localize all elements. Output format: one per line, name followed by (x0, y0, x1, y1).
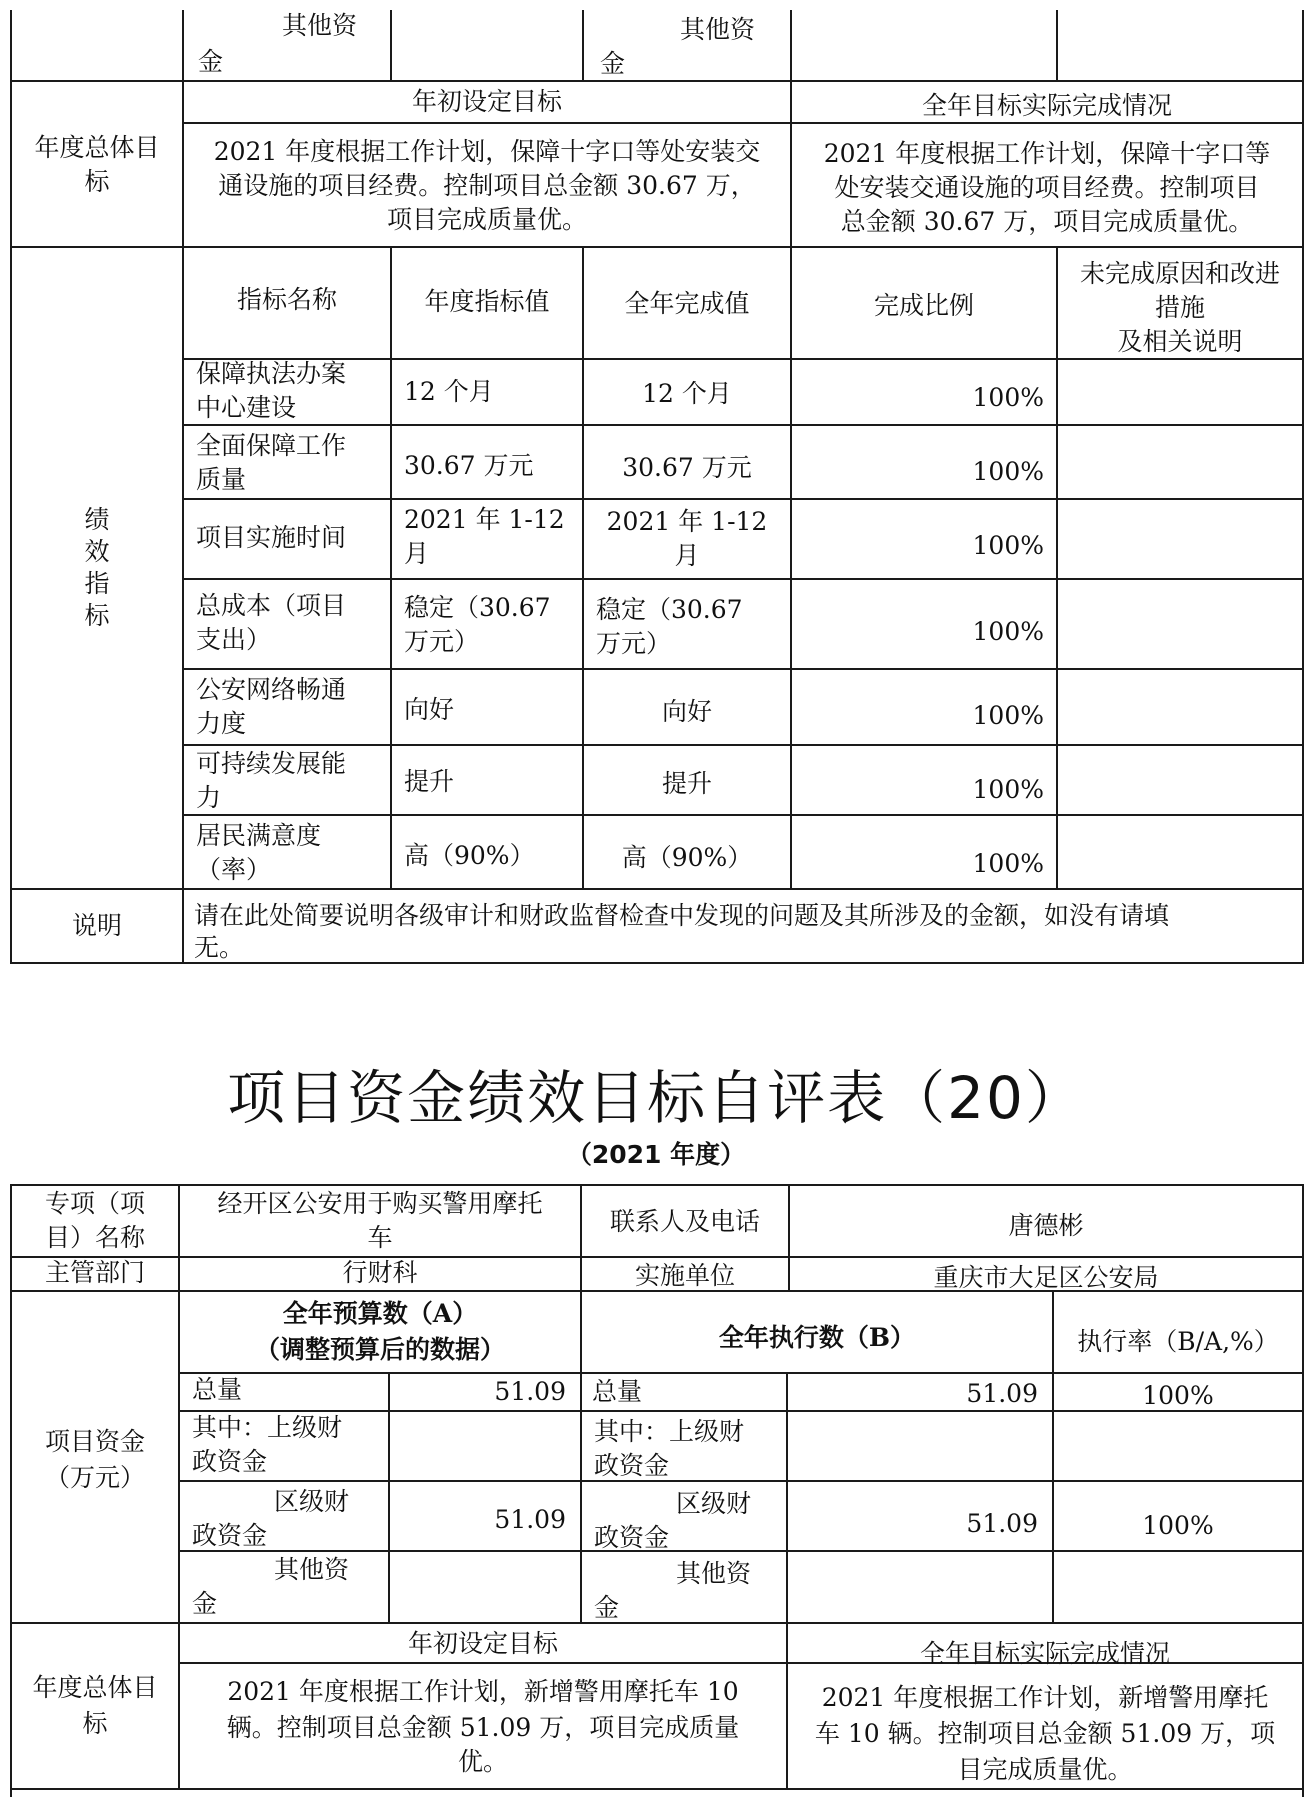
header-name: 指标名称 (236, 285, 337, 314)
row-target: 向好 (404, 695, 455, 724)
initial-goal-text: 优。 (457, 1747, 508, 1776)
funds-label: 项目资金 (44, 1427, 145, 1456)
district-rate: 100% (1142, 1511, 1214, 1540)
funds-label: （万元） (44, 1463, 145, 1492)
total-exec: 51.09 (966, 1379, 1038, 1408)
row-ratio: 100% (972, 849, 1044, 878)
year-subtitle: （2021 年度） (566, 1140, 746, 1169)
superior-label: 政资金 (192, 1447, 268, 1476)
goal-label: 标 (84, 167, 110, 196)
initial-goal-text: 2021 年度根据工作计划，保障十字口等处安装交 (213, 137, 761, 166)
row-actual: 12 个月 (642, 379, 732, 408)
project-label: 专项（项 (44, 1189, 145, 1218)
goal-label: 标 (82, 1709, 108, 1738)
total-label: 总量 (592, 1377, 643, 1406)
goal-label: 年度总体目 (34, 133, 160, 162)
other-funds-label: 金 (594, 1593, 620, 1622)
header-actual: 全年完成值 (624, 289, 750, 318)
row-name: 居民满意度 (196, 821, 322, 850)
row-name: 力 (196, 783, 222, 812)
contact-label: 联系人及电话 (609, 1207, 760, 1236)
header-reason: 措施 (1154, 293, 1205, 322)
row-name: 力度 (196, 709, 247, 738)
superior-label: 政资金 (594, 1451, 670, 1480)
other-funds-label: 金 (600, 49, 626, 78)
row-name: 项目实施时间 (196, 523, 347, 552)
total-budget: 51.09 (494, 1377, 566, 1406)
row-ratio: 100% (972, 383, 1044, 412)
header-reason: 未完成原因和改进 (1079, 259, 1280, 288)
initial-goal-text: 通设施的项目经费。控制项目总金额 30.67 万， (218, 171, 756, 200)
initial-goal-text: 项目完成质量优。 (386, 205, 587, 234)
row-target: 万元） (404, 627, 480, 656)
row-actual: 2021 年 1-12 (606, 507, 768, 536)
row-actual: 提升 (661, 769, 712, 798)
note-label: 说明 (71, 911, 122, 940)
row-name: 总成本（项目 (196, 591, 347, 620)
note-text: 无。 (194, 933, 245, 962)
row-actual: 30.67 万元 (622, 453, 752, 482)
row-name: 保障执法办案 (196, 359, 347, 388)
total-rate: 100% (1142, 1381, 1214, 1410)
row-ratio: 100% (972, 775, 1044, 804)
row-name: 公安网络畅通 (196, 675, 347, 704)
other-funds-label: 其他资 (680, 15, 756, 44)
perf-label: 效 (84, 537, 110, 566)
initial-goal-header: 年初设定目标 (407, 1629, 558, 1658)
other-funds-label: 金 (192, 1589, 218, 1618)
other-funds-label: 金 (198, 47, 224, 76)
actual-goal-text: 车 10 辆。控制项目总金额 51.09 万，项 (814, 1719, 1276, 1748)
project-name: 经开区公安用于购买警用摩托 (217, 1189, 543, 1218)
exec-header: 全年执行数（B） (718, 1323, 916, 1352)
budget-header: （调整预算后的数据） (254, 1335, 505, 1364)
budget-header: 全年预算数（A） (282, 1299, 478, 1328)
row-target: 30.67 万元 (404, 451, 534, 480)
dept-label: 主管部门 (44, 1258, 145, 1287)
row-name: 可持续发展能 (196, 749, 347, 778)
perf-label: 绩 (84, 505, 110, 534)
other-funds-label: 其他资 (676, 1559, 752, 1588)
goal-label: 年度总体目 (32, 1673, 158, 1702)
contact-value: 唐德彬 (1008, 1211, 1084, 1240)
superior-label: 其中：上级财 (594, 1417, 745, 1446)
row-actual: 稳定（30.67 (596, 595, 743, 624)
initial-goal-text: 2021 年度根据工作计划，新增警用摩托车 10 (227, 1677, 739, 1706)
project-name: 车 (367, 1223, 393, 1252)
dept-value: 行财科 (342, 1258, 418, 1287)
superior-label: 其中：上级财 (192, 1413, 343, 1442)
row-ratio: 100% (972, 531, 1044, 560)
row-target: 高（90%） (404, 841, 535, 870)
initial-goal-text: 辆。控制项目总金额 51.09 万，项目完成质量 (226, 1713, 740, 1742)
actual-goal-text: 处安装交通设施的项目经费。控制项目 (834, 173, 1260, 202)
actual-goal-header: 全年目标实际完成情况 (921, 91, 1172, 120)
row-name: 支出） (196, 625, 272, 654)
row-name: （率） (196, 855, 272, 884)
impl-value: 重庆市大足区公安局 (933, 1263, 1159, 1292)
row-target: 月 (404, 539, 430, 568)
note-text: 请在此处简要说明各级审计和财政监督检查中发现的问题及其所涉及的金额，如没有请填 (194, 901, 1170, 930)
district-label: 区级财 (676, 1489, 752, 1518)
actual-goal-text: 目完成质量优。 (957, 1755, 1133, 1784)
total-label: 总量 (192, 1375, 243, 1404)
header-target: 年度指标值 (424, 287, 550, 316)
row-actual: 高（90%） (621, 843, 753, 872)
row-ratio: 100% (972, 617, 1044, 646)
page-title: 项目资金绩效目标自评表（20） (227, 1064, 1085, 1132)
other-funds-label: 其他资 (274, 1555, 350, 1584)
perf-label: 标 (84, 601, 110, 630)
row-name: 全面保障工作 (196, 431, 347, 460)
initial-goal-header: 年初设定目标 (411, 87, 562, 116)
row-actual: 向好 (661, 697, 712, 726)
row-name: 质量 (196, 465, 247, 494)
row-ratio: 100% (972, 457, 1044, 486)
actual-goal-text: 总金额 30.67 万，项目完成质量优。 (840, 207, 1254, 236)
other-funds-label: 其他资 (282, 11, 358, 40)
district-budget: 51.09 (494, 1505, 566, 1534)
row-name: 中心建设 (196, 393, 297, 422)
rate-header: 执行率（B/A,%） (1077, 1327, 1279, 1356)
header-reason: 及相关说明 (1117, 327, 1243, 356)
district-label: 区级财 (274, 1487, 350, 1516)
actual-goal-text: 2021 年度根据工作计划，保障十字口等 (823, 139, 1271, 168)
actual-goal-header: 全年目标实际完成情况 (919, 1639, 1170, 1668)
district-label: 政资金 (192, 1521, 268, 1550)
row-target: 稳定（30.67 (404, 593, 551, 622)
district-exec: 51.09 (966, 1509, 1038, 1538)
row-target: 2021 年 1-12 (404, 505, 565, 534)
project-label: 目）名称 (44, 1223, 145, 1252)
impl-label: 实施单位 (634, 1261, 735, 1290)
row-target: 提升 (404, 767, 455, 796)
row-actual: 月 (674, 541, 700, 570)
row-ratio: 100% (972, 701, 1044, 730)
district-label: 政资金 (594, 1523, 670, 1552)
header-ratio: 完成比例 (873, 291, 974, 320)
row-actual: 万元） (596, 629, 672, 658)
perf-label: 指 (84, 569, 110, 598)
actual-goal-text: 2021 年度根据工作计划，新增警用摩托 (821, 1683, 1269, 1712)
row-target: 12 个月 (404, 377, 494, 406)
